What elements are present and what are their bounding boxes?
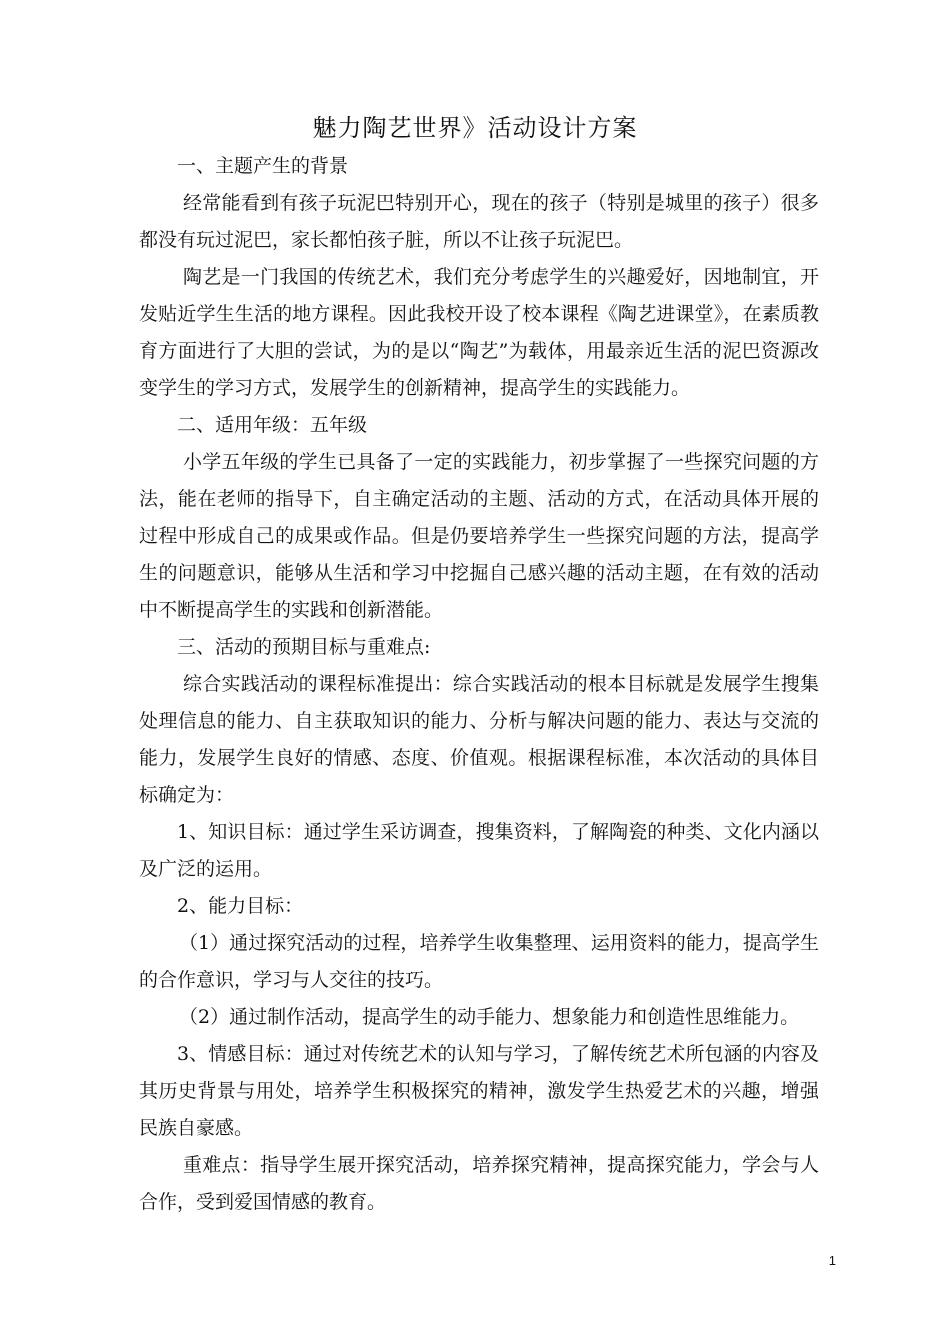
page-number: 1 (828, 1253, 836, 1268)
document-title: 魅力陶艺世界》活动设计方案 (312, 114, 638, 142)
key-points: 重难点：指导学生展开探究活动，培养探究精神，提高探究能力，学会与人合作，受到爱国情感的教育。 (139, 1154, 819, 1213)
paragraph: 综合实践活动的课程标准提出：综合实践活动的根本目标就是发展学生搜集处理信息的能力、自主获取知识的能力、分析与解决问题的能力、表达与交流的能力，发展学生良好的情感、态度、价值观。根据课程标准，本次活动的具体目标确定为： (139, 673, 819, 806)
paragraph: 经常能看到有孩子玩泥巴特别开心，现在的孩子（特别是城里的孩子）很多都没有玩过泥巴，家长都怕孩子脏，所以不让孩子玩泥巴。 (139, 192, 819, 251)
goal-ability-item: （2）通过制作活动，提高学生的动手能力、想象能力和创造性思维能力。 (179, 1006, 800, 1028)
goal-ability-item: （1）通过探究活动的过程，培养学生收集整理、运用资料的能力，提高学生的合作意识，学习与人交往的技巧。 (139, 932, 819, 991)
goal-emotion: 3、情感目标：通过对传统艺术的认知与学习，了解传统艺术所包涵的内容及其历史背景与用处，培养学生积极探究的精神，激发学生热爱艺术的兴趣，增强民族自豪感。 (139, 1043, 819, 1139)
paragraph: 小学五年级的学生已具备了一定的实践能力，初步掌握了一些探究问题的方法，能在老师的指导下，自主确定活动的主题、活动的方式，在活动具体开展的过程中形成自己的成果或作品。但是仍要培养学生一些探究问题的方法，提高学生的问题意识，能够从生活和学习中挖掘自己感兴趣的活动主题，在有效的活动中不断提高学生的实践和创新潜能。 (139, 451, 819, 621)
goal-ability-heading: 2、能力目标： (177, 895, 304, 917)
goal-knowledge: 1、知识目标：通过学生采访调查，搜集资料，了解陶瓷的种类、文化内涵以及广泛的运用。 (139, 821, 819, 880)
section-heading-grade: 二、适用年级：五年级 (177, 414, 368, 436)
document-body (139, 148, 819, 1221)
paragraph: 陶艺是一门我国的传统艺术，我们充分考虑学生的兴趣爱好，因地制宜，开发贴近学生生活的地方课程。因此我校开设了校本课程《陶艺进课堂》，在素质教育方面进行了大胆的尝试，为的是以“陶艺”为载体，用最亲近生活的泥巴资源改变学生的学习方式，发展学生的创新精神，提高学生的实践能力。 (139, 266, 819, 399)
section-heading-goals: 三、活动的预期目标与重难点: (177, 636, 431, 658)
section-heading-background: 一、主题产生的背景 (177, 155, 349, 177)
